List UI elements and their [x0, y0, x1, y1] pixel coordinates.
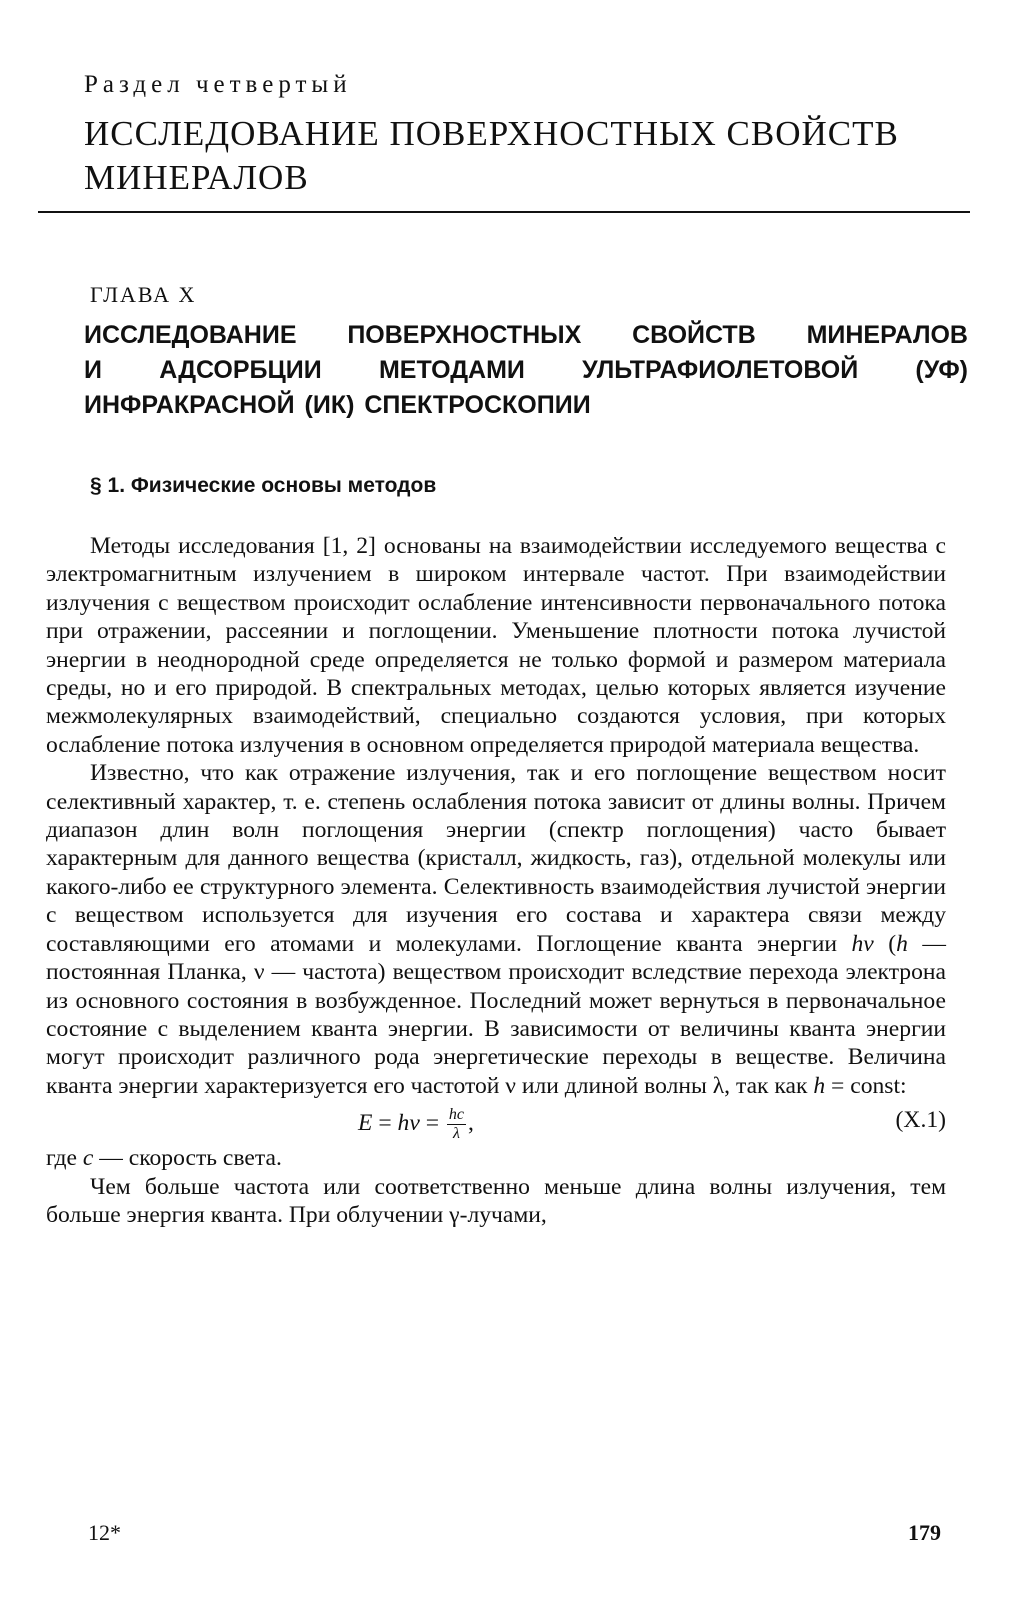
- equation-number: (X.1): [895, 1107, 946, 1134]
- signature-mark: 12*: [88, 1520, 121, 1545]
- equation-x1: [46, 1100, 946, 1144]
- paragraph-4: Чем больше частота или соответственно меньше длина волны излучения, тем больше энергия кванта. При облучении γ-лучами,: [46, 1173, 946, 1228]
- chapter-label: ГЛАВА X: [90, 282, 197, 307]
- fraction: $\frac{hc}{\lambda}$: [448, 1106, 465, 1143]
- paragraph-3: где c — скорость света.: [46, 1145, 282, 1172]
- page-number: 179: [908, 1520, 941, 1545]
- section-divider: [38, 211, 970, 213]
- page: [46, 70, 968, 1228]
- paragraph-heading: § 1. Физические основы методов: [90, 474, 437, 497]
- chapter-title: [84, 318, 968, 423]
- section-label: Раздел четвертый: [84, 71, 352, 98]
- formula: E = hν = $\frac{hc}{\lambda}$ ,: [358, 1106, 474, 1143]
- body-text: [46, 532, 946, 1229]
- paragraph-2: Известно, что как отражение излучения, так и его поглощение веществом носит селективный характер, т. е. степень ослабления потока зависит от длины волны. Причем диапазон длин волн поглощения энергии (спектр поглощения) часто бывает характерным для данного вещества (кристалл, жидкость, газ), отдельной молекулы или какого-либо ее структурного элемента. Селективность взаимодействия лучистой энергии с веществом используется для изучения его состава и характера связи между составляющими его атомами и молекулами. Поглощение кванта энергии hν (h — постоянная Планка, ν — частота) веществом происходит вследствие перехода электрона из основного состояния в возбужденное. Последний может вернуться в первоначальное состояние с выделением кванта энергии. В зависимости от величины кванта энергии могут происходит различного рода энергетические переходы в веществе. Величина кванта энергии характеризуется его частотой ν или длиной волны λ, так как h = const:: [46, 760, 946, 1099]
- section-title: [84, 112, 968, 200]
- section-title-line-2: МИНЕРАЛОВ: [84, 158, 309, 197]
- section-title-line-1: ИССЛЕДОВАНИЕ ПОВЕРХНОСТНЫХ СВОЙСТВ: [84, 114, 899, 153]
- chapter-title-line-2: И АДСОРБЦИИ МЕТОДАМИ УЛЬТРАФИОЛЕТОВОЙ (УФ): [84, 356, 968, 384]
- chapter-title-line-3: ИНФРАКРАСНОЙ (ИК) СПЕКТРОСКОПИИ: [84, 391, 591, 419]
- paragraph-1: Методы исследования [1, 2] основаны на взаимодействии исследуемого вещества с электромагнитным излучением в широком интервале частот. При взаимодействии излучения с веществом происходит ослабление интенсивности первоначального потока при отражении, рассеянии и поглощении. Уменьшение плотности потока лучистой энергии в неоднородной среде определяется не только формой и размером материала среды, но и его природой. В спектральных методах, целью которых является изучение межмолекулярных взаимодействий, специально создаются условия, при которых ослабление потока излучения в основном определяется природой материала вещества.: [46, 533, 946, 758]
- chapter-title-line-1: ИССЛЕДОВАНИЕ ПОВЕРХНОСТНЫХ СВОЙСТВ МИНЕРАЛОВ: [84, 321, 968, 349]
